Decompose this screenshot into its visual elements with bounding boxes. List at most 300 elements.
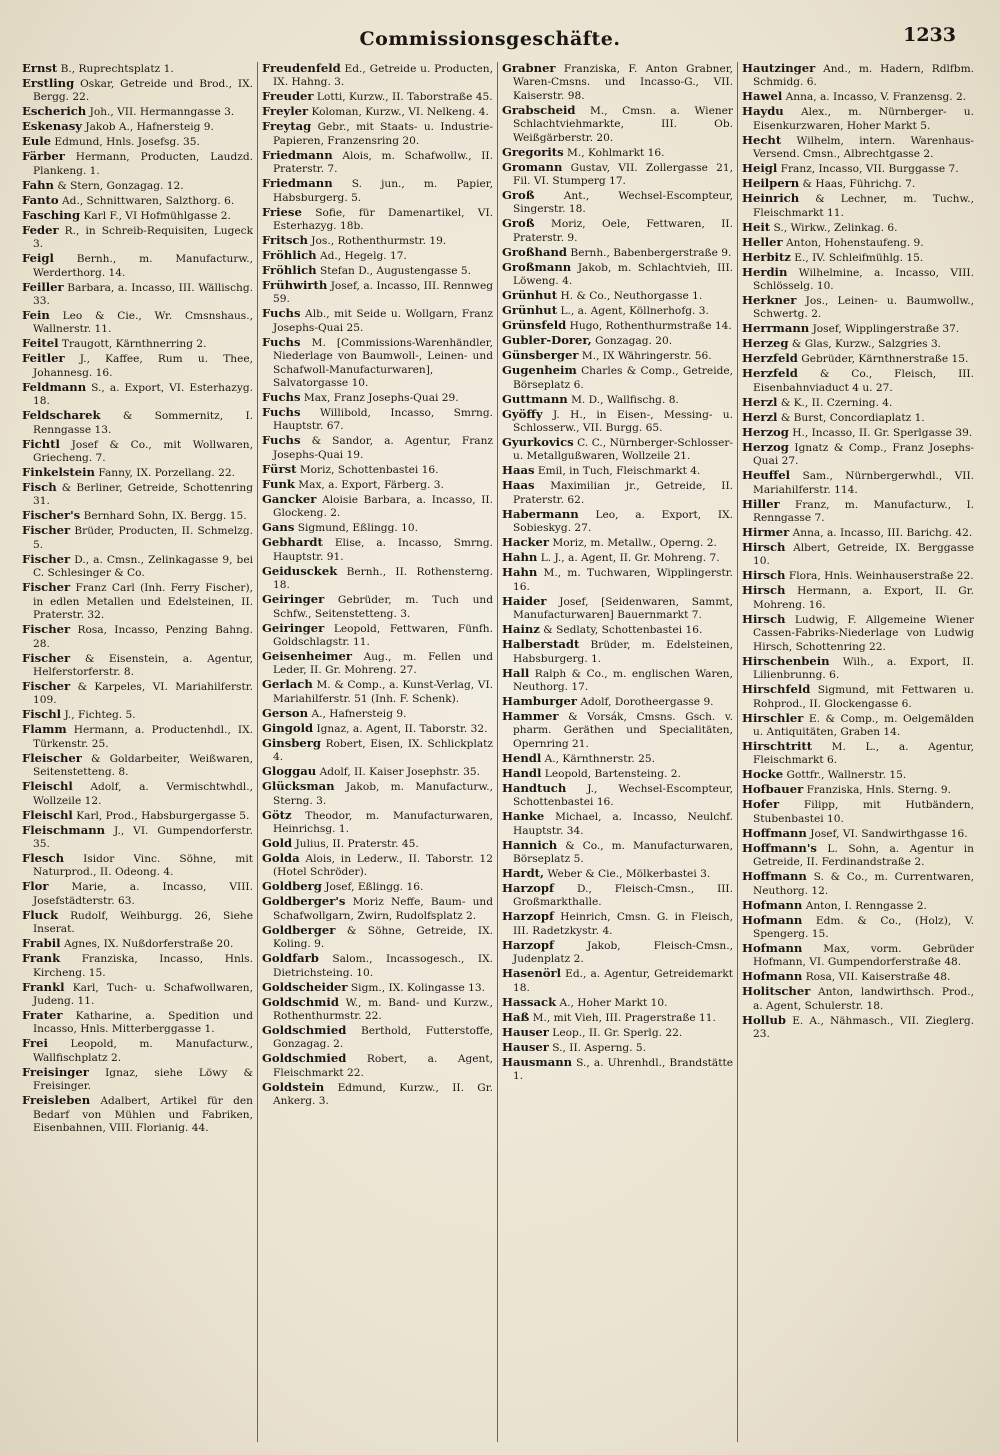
entry-name: Haß xyxy=(502,1009,530,1024)
entry-details: Gottfr., Wallnerstr. 15. xyxy=(786,769,907,782)
entry-name: Friese xyxy=(262,204,302,219)
entry-details: Max, a. Export, Färberg. 3. xyxy=(298,478,444,491)
directory-entry xyxy=(742,266,974,294)
entry-details: M., Cmsn. a. Wiener Schlachtviehmarkte, III. Ob. Weißgärberstr. 20. xyxy=(513,104,733,144)
entry-name: Fichtl xyxy=(22,436,60,451)
directory-entry xyxy=(22,381,253,409)
entry-name: Glücksman xyxy=(262,779,335,794)
directory-entry xyxy=(262,622,493,650)
entry-name: Herzl xyxy=(742,409,778,424)
directory-entry xyxy=(502,638,733,666)
entry-details: E. A., Nähmasch., VII. Zieglerg. 23. xyxy=(753,1014,974,1041)
entry-details: & Haas, Führichg. 7. xyxy=(802,178,916,191)
entry-details: L. Sohn, a. Agentur in Getreide, II. Ferdinandstraße 2. xyxy=(753,842,974,869)
entry-details: Adolf, a. Vermischtwhdl., Wollzeile 12. xyxy=(33,781,253,807)
directory-entry xyxy=(742,411,974,425)
entry-name: Hausmann xyxy=(502,1054,573,1069)
directory-entry xyxy=(22,1094,253,1135)
entry-name: Goldschmied xyxy=(262,1051,347,1066)
directory-entry xyxy=(22,135,253,149)
entry-details: Anton, Hohenstaufeng. 9. xyxy=(786,236,924,249)
entry-details: E. & Comp., m. Oelgemälden u. Antiquitäten, Graben 14. xyxy=(753,712,974,738)
entry-details: J., VI. Gumpendorferstr. 35. xyxy=(33,824,253,850)
entry-details: Robert, Eisen, IX. Schlickplatz 4. xyxy=(273,737,493,764)
directory-entry xyxy=(22,179,253,193)
entry-name: Fleischl xyxy=(22,779,73,794)
entry-details: & Sommernitz, I. Renngasse 13. xyxy=(33,410,253,436)
entry-details: M. D., Wallfischg. 8. xyxy=(571,393,679,406)
entry-details: & Sedlaty, Schottenbastei 16. xyxy=(543,624,703,637)
directory-entry xyxy=(262,809,493,837)
directory-entry xyxy=(502,867,733,881)
page-number: 1233 xyxy=(903,24,956,46)
entry-details: Salom., Incassogesch., IX. Dietrichsteing. 10. xyxy=(273,953,493,979)
entry-details: Alois, in Lederw., II. Taborstr. 12 (Hotel Schröder). xyxy=(273,852,493,879)
directory-entry xyxy=(22,481,253,509)
entry-name: Hardt, xyxy=(502,865,545,880)
entry-details: Ad., Schnittwaren, Salzthorg. 6. xyxy=(62,194,235,207)
directory-entry xyxy=(742,584,974,612)
entry-details: H., Incasso, II. Gr. Sperlgasse 39. xyxy=(792,426,973,439)
entry-details: A., Hafnersteig 9. xyxy=(311,707,407,720)
entry-name: Hollub xyxy=(742,1012,787,1027)
directory-entry xyxy=(742,613,974,654)
entry-name: Gubler-Dorer, xyxy=(502,333,592,348)
entry-details: Leop., II. Gr. Sperlg. 22. xyxy=(552,1026,683,1039)
entry-details: R., in Schreib-Requisiten, Lugeck 3. xyxy=(33,224,253,251)
directory-entry xyxy=(742,337,974,351)
entry-name: Hawel xyxy=(742,89,783,104)
entry-name: Fischer xyxy=(22,622,71,637)
directory-entry xyxy=(742,469,974,497)
entry-details: Karl, Prod., Habsburgergasse 5. xyxy=(76,809,250,822)
directory-entry xyxy=(22,623,253,651)
directory-entry xyxy=(502,508,733,536)
entry-name: Feldmann xyxy=(22,379,87,394)
entry-name: Großmann xyxy=(502,259,572,274)
directory-entry xyxy=(742,798,974,826)
directory-entry xyxy=(22,62,253,76)
entry-name: Ginsberg xyxy=(262,735,321,750)
entry-details: Anton, landwirthsch. Prod., a. Agent, Schulerstr. 18. xyxy=(753,986,974,1012)
entry-details: Bernh., Babenbergerstraße 9. xyxy=(570,246,732,259)
entry-details: Wilhelmine, a. Incasso, VIII. Schlösselg. 10. xyxy=(753,266,974,293)
entry-name: Fritsch xyxy=(262,233,308,248)
entry-details: Adolf, II. Kaiser Josephstr. 35. xyxy=(319,766,481,779)
entry-name: Heit xyxy=(742,219,771,234)
entry-details: Karl F., VI Hofmühlgasse 2. xyxy=(83,209,231,222)
directory-entry xyxy=(22,880,253,908)
directory-entry xyxy=(502,1056,733,1084)
entry-name: Groß xyxy=(502,216,535,231)
entry-details: Leopold, Bartensteing. 2. xyxy=(544,767,681,780)
entry-name: Harzopf xyxy=(502,937,554,952)
entry-details: Moriz Neffe, Baum- und Schafwollgarn, Zwirn, Rudolfsplatz 2. xyxy=(273,896,493,922)
entry-name: Fluck xyxy=(22,907,59,922)
entry-name: Golda xyxy=(262,850,300,865)
entry-details: Hermann, a. Productenhdl., IX. Türkenstr. 25. xyxy=(33,724,253,750)
entry-name: Handl xyxy=(502,765,542,780)
entry-name: Grabner xyxy=(502,62,556,75)
entry-details: L., a. Agent, Köllnerhofg. 3. xyxy=(560,305,709,318)
directory-entry xyxy=(742,768,974,782)
entry-name: Hirsch xyxy=(742,540,786,555)
entry-details: Albert, Getreide, IX. Berggasse 10. xyxy=(753,542,974,568)
directory-entry xyxy=(22,553,253,581)
entry-name: Grünsfeld xyxy=(502,318,567,333)
entry-name: Gregorits xyxy=(502,144,564,159)
entry-name: Goldscheider xyxy=(262,979,348,994)
entry-name: Fuchs xyxy=(262,334,301,349)
entry-details: J., Kaffee, Rum u. Thee, Johannesg. 16. xyxy=(33,353,254,379)
entry-name: Hahn xyxy=(502,550,538,565)
directory-entry xyxy=(262,722,493,736)
directory-entry xyxy=(262,105,493,119)
entry-name: Herdin xyxy=(742,264,788,279)
directory-column-3 xyxy=(498,62,738,1442)
entry-name: Goldberger's xyxy=(262,894,346,909)
directory-entry xyxy=(502,408,733,436)
directory-entry xyxy=(502,939,733,967)
directory-entry xyxy=(262,206,493,234)
entry-details: And., m. Hadern, Rdlfbm. Schmidg. 6. xyxy=(753,63,974,89)
entry-details: Moriz, Oele, Fettwaren, II. Praterstr. 9. xyxy=(513,218,733,244)
entry-details: Rosa, Incasso, Penzing Bahng. 28. xyxy=(33,624,253,650)
directory-entry xyxy=(262,478,493,492)
entry-details: & Berliner, Getreide, Schottenring 31. xyxy=(33,482,253,508)
entry-details: Gustav, VII. Zollergasse 21, Fil. VI. Stumperg 17. xyxy=(513,161,733,188)
entry-details: & Vorsák, Cmsns. Gsch. v. pharm. Geräthen und Specialitäten, Opernring 21. xyxy=(513,710,734,750)
entry-name: Eule xyxy=(22,134,52,149)
entry-details: D., Fleisch-Cmsn., III. Großmarkthalle. xyxy=(513,882,733,909)
entry-details: Franziska, Incasso, Hnls. Kircheng. 15. xyxy=(33,953,253,979)
directory-entry xyxy=(502,289,733,303)
directory-entry xyxy=(502,810,733,838)
page-header xyxy=(0,22,1000,62)
entry-name: Hautzinger xyxy=(742,62,816,75)
directory-entry xyxy=(22,466,253,480)
directory-entry xyxy=(742,162,974,176)
directory-entry xyxy=(22,150,253,178)
directory-entry xyxy=(742,221,974,235)
entry-details: Traugott, Kärnthnerring 2. xyxy=(61,338,207,351)
directory-entry xyxy=(22,252,253,280)
directory-entry xyxy=(22,352,253,380)
entry-name: Hamburger xyxy=(502,693,577,708)
entry-details: S. & Co., m. Currentwaren, Neuthorg. 12. xyxy=(753,871,974,897)
entry-details: Moriz, m. Metallw., Operng. 2. xyxy=(552,537,717,550)
directory-entry xyxy=(502,62,733,103)
directory-entry xyxy=(742,870,974,898)
entry-name: Flesch xyxy=(22,850,65,865)
directory-entry xyxy=(22,952,253,980)
entry-name: Hacker xyxy=(502,535,550,550)
directory-entry xyxy=(262,924,493,952)
directory-entry xyxy=(742,712,974,740)
directory-entry xyxy=(502,767,733,781)
directory-entry xyxy=(742,842,974,870)
directory-entry xyxy=(502,967,733,995)
entry-name: Götz xyxy=(262,807,292,822)
directory-entry xyxy=(262,650,493,678)
directory-entry xyxy=(742,942,974,970)
directory-entry xyxy=(22,1066,253,1094)
entry-name: Fischer xyxy=(22,650,71,665)
entry-details: Berthold, Futterstoffe, Gonzagag. 2. xyxy=(273,1024,493,1051)
entry-details: Gebrüder, m. Tuch und Schfw., Seitenstetteng. 3. xyxy=(273,594,494,620)
directory-entry xyxy=(742,426,974,440)
entry-details: Franz, Incasso, VII. Burggasse 7. xyxy=(780,163,959,176)
entry-name: Fanto xyxy=(22,192,59,207)
entry-name: Haydu xyxy=(742,104,784,119)
directory-entry xyxy=(742,352,974,366)
entry-details: Heinrich, Cmsn. G. in Fleisch, III. Radetzkystr. 4. xyxy=(513,911,733,937)
entry-details: M. [Commissions-Warenhändler, Niederlage von Baumwoll-, Leinen- und Schafwoll-Manufacturwaren], Salvatorgasse 10. xyxy=(273,336,494,390)
directory-entry xyxy=(22,752,253,780)
directory-entry xyxy=(502,436,733,464)
entry-details: C. C., Nürnberger-Schlosser- u. Metallgußwaren, Wollzeile 21. xyxy=(513,437,733,463)
entry-name: Gyöffy xyxy=(502,406,543,421)
entry-details: M. L., a. Agentur, Fleischmarkt 6. xyxy=(753,740,974,767)
directory-entry xyxy=(502,566,733,594)
directory-entry xyxy=(262,234,493,248)
directory-entry xyxy=(262,493,493,521)
directory-entry xyxy=(502,104,733,145)
entry-details: Aug., m. Fellen und Leder, II. Gr. Mohreng. 27. xyxy=(273,650,494,677)
entry-name: Hanke xyxy=(502,809,545,824)
directory-entry xyxy=(22,937,253,951)
entry-details: H. & Co., Neuthorgasse 1. xyxy=(560,290,703,303)
entry-name: Hirsch xyxy=(742,611,786,626)
entry-name: Fischer xyxy=(22,580,71,595)
entry-name: Feitel xyxy=(22,336,59,351)
directory-entry xyxy=(742,569,974,583)
entry-details: & Lechner, m. Tuchw., Fleischmarkt 11. xyxy=(753,193,974,219)
directory-entry xyxy=(262,391,493,405)
directory-entry xyxy=(742,655,974,683)
directory-entry xyxy=(22,1009,253,1037)
entry-details: W., m. Band- und Kurzw., Rothenthurmstr. 22. xyxy=(273,996,494,1022)
entry-name: Fröhlich xyxy=(262,263,317,278)
entry-name: Feder xyxy=(22,222,59,237)
entry-name: Handtuch xyxy=(502,780,567,795)
entry-details: Sofie, für Damenartikel, VI. Esterhazyg. 18b. xyxy=(273,206,493,233)
entry-details: Sigmund, mit Fettwaren u. Rohprod., II. Glockengasse 6. xyxy=(753,684,974,710)
directory-entry xyxy=(262,996,493,1024)
entry-name: Goldberger xyxy=(262,922,336,937)
entry-name: Fleischer xyxy=(22,750,82,765)
directory-entry xyxy=(262,952,493,980)
entry-name: Gromann xyxy=(502,159,563,174)
directory-entry xyxy=(502,667,733,695)
entry-details: Emil, in Tuch, Fleischmarkt 4. xyxy=(537,465,701,478)
entry-name: Herzfeld xyxy=(742,366,798,381)
entry-details: Josef, a. Incasso, III. Rennweg 59. xyxy=(273,280,494,306)
entry-details: Koloman, Kurzw., VI. Nelkeng. 4. xyxy=(311,106,489,119)
directory-entry xyxy=(502,146,733,160)
directory-entry xyxy=(742,683,974,711)
entry-name: Hoffmann's xyxy=(742,840,817,855)
entry-name: Fröhlich xyxy=(262,248,317,263)
entry-details: Ad., Hegelg. 17. xyxy=(319,250,407,263)
entry-details: Jos., Rothenthurmstr. 19. xyxy=(311,235,447,248)
directory-entry xyxy=(262,521,493,535)
entry-details: Alb., mit Seide u. Wollgarn, Franz Josephs-Quai 25. xyxy=(273,308,493,334)
directory-entry xyxy=(502,752,733,766)
directory-entry xyxy=(502,261,733,289)
directory-entry xyxy=(262,149,493,177)
directory-entry xyxy=(742,914,974,942)
entry-name: Frankl xyxy=(22,979,65,994)
directory-entry xyxy=(22,77,253,105)
directory-entry xyxy=(262,1052,493,1080)
entry-name: Herbitz xyxy=(742,249,791,264)
entry-details: Ignaz, siehe Löwy & Freisinger. xyxy=(33,1066,253,1093)
entry-name: Hauser xyxy=(502,1024,549,1039)
directory-entry xyxy=(742,177,974,191)
entry-name: Hirschler xyxy=(742,710,804,725)
directory-entry xyxy=(502,189,733,217)
directory-entry xyxy=(742,396,974,410)
directory-entry xyxy=(502,910,733,938)
entry-details: Ignatz & Comp., Franz Josephs-Quai 27. xyxy=(753,441,974,468)
entry-details: Jos., Leinen- u. Baumwollw., Schwertg. 2. xyxy=(753,295,975,321)
entry-name: Hofbauer xyxy=(742,782,804,797)
directory-entry xyxy=(742,899,974,913)
entry-name: Herzfeld xyxy=(742,351,798,366)
entry-details: B., Ruprechtsplatz 1. xyxy=(60,63,174,75)
directory-entry xyxy=(22,224,253,252)
entry-details: Jakob, Fleisch-Cmsn., Judenplatz 2. xyxy=(513,939,733,966)
entry-details: Alois, m. Schafwollw., II. Praterstr. 7. xyxy=(273,149,493,176)
entry-name: Hofmann xyxy=(742,940,803,955)
directory-entry xyxy=(262,895,493,923)
entry-name: Gyurkovics xyxy=(502,435,574,450)
directory-entry xyxy=(502,695,733,709)
entry-name: Heigl xyxy=(742,161,778,176)
directory-entry xyxy=(262,981,493,995)
entry-name: Fisch xyxy=(22,480,57,495)
entry-details: Wilhelm, intern. Warenhaus-Versend. Cmsn., Albrechtgasse 2. xyxy=(753,134,974,161)
entry-details: Hugo, Rothenthurmstraße 14. xyxy=(569,320,732,333)
entry-details: Ed., a. Agentur, Getreidemarkt 18. xyxy=(513,968,733,994)
entry-details: Karl, Tuch- u. Schafwollwaren, Judeng. 11. xyxy=(33,981,254,1007)
entry-name: Feitler xyxy=(22,351,65,366)
directory-entry xyxy=(502,882,733,910)
entry-details: Jakob, m. Manufacturw., Sterng. 3. xyxy=(273,781,493,807)
entry-name: Hendl xyxy=(502,750,542,765)
entry-details: & Sandor, a. Agentur, Franz Josephs-Quai 19. xyxy=(273,435,493,461)
entry-name: Guttmann xyxy=(502,391,568,406)
entry-name: Feigl xyxy=(22,251,54,266)
entry-name: Erstling xyxy=(22,76,75,90)
entry-name: Flamm xyxy=(22,722,67,737)
directory-entry xyxy=(502,623,733,637)
entry-name: Geidusckek xyxy=(262,563,338,578)
directory-entry xyxy=(502,334,733,348)
entry-details: S., Wirkw., Zelinkag. 6. xyxy=(773,221,898,234)
entry-name: Halberstadt xyxy=(502,637,580,652)
directory-entry xyxy=(742,294,974,322)
entry-name: Gold xyxy=(262,835,293,850)
directory-entry xyxy=(502,393,733,407)
entry-details: Franziska, Hnls. Sterng. 9. xyxy=(806,784,951,797)
entry-details: Isidor Vinc. Söhne, mit Naturprod., II. Odeong. 4. xyxy=(33,852,254,879)
entry-details: & Karpeles, VI. Mariahilferstr. 109. xyxy=(33,680,253,707)
entry-name: Freisinger xyxy=(22,1064,89,1079)
entry-name: Hofmann xyxy=(742,897,803,912)
entry-name: Fischl xyxy=(22,707,62,722)
entry-name: Harzopf xyxy=(502,880,554,895)
entry-name: Fischer xyxy=(22,678,71,693)
entry-name: Freisleben xyxy=(22,1093,91,1108)
entry-details: Aloisie Barbara, a. Incasso, II. Glockeng. 2. xyxy=(273,493,493,520)
entry-name: Haas xyxy=(502,463,535,478)
directory-entry xyxy=(502,1011,733,1025)
entry-details: Moriz, Schottenbastei 16. xyxy=(299,463,439,476)
directory-entry xyxy=(742,970,974,984)
directory-entry xyxy=(502,996,733,1010)
entry-details: Maximilian jr., Getreide, II. Praterstr. 62. xyxy=(513,480,734,506)
entry-name: Goldberg xyxy=(262,879,322,894)
entry-name: Freytag xyxy=(262,119,312,134)
entry-details: S., a. Export, VI. Esterhazyg. 18. xyxy=(33,381,253,408)
entry-details: Franz Carl (Inh. Ferry Fischer), in edlen Metallen und Edelsteinen, II. Praterstr. 32. xyxy=(33,582,253,622)
entry-details: Leo, a. Export, IX. Sobieskyg. 27. xyxy=(513,508,733,535)
directory-entry xyxy=(262,177,493,205)
entry-name: Groß xyxy=(502,188,535,203)
entry-details: & Goldarbeiter, Weißwaren, Seitenstetteng. 8. xyxy=(33,752,253,779)
entry-details: Franziska, F. Anton Grabner, Waren-Cmsns. und Incasso-G., VII. Kaiserstr. 98. xyxy=(513,63,733,102)
directory-entry xyxy=(502,782,733,810)
directory-entry xyxy=(22,309,253,337)
entry-name: Hecht xyxy=(742,132,782,147)
entry-details: Brüder, m. Edelsteinen, Habsburgerg. 1. xyxy=(513,639,733,665)
directory-entry xyxy=(262,852,493,880)
entry-name: Hofmann xyxy=(742,912,803,927)
entry-details: & Söhne, Getreide, IX. Koling. 9. xyxy=(273,924,493,951)
entry-name: Hofmann xyxy=(742,969,803,984)
directory-entry xyxy=(22,652,253,680)
directory-entry xyxy=(262,249,493,263)
entry-name: Fasching xyxy=(22,207,81,222)
directory-entry xyxy=(262,1081,493,1109)
entry-name: Funk xyxy=(262,476,295,491)
entry-name: Gerson xyxy=(262,705,309,720)
entry-details: Elise, a. Incasso, Smrng. Hauptstr. 91. xyxy=(273,537,493,563)
entry-name: Frater xyxy=(22,1007,63,1022)
directory-entry xyxy=(22,909,253,937)
directory-entry xyxy=(742,783,974,797)
directory-entry xyxy=(502,217,733,245)
entry-name: Hirsch xyxy=(742,583,786,598)
entry-name: Grünhut xyxy=(502,288,558,303)
entry-name: Hirschfeld xyxy=(742,682,811,697)
entry-name: Feiller xyxy=(22,279,64,294)
entry-name: Frabil xyxy=(22,936,61,951)
directory-entry xyxy=(502,1026,733,1040)
directory-entry xyxy=(22,780,253,808)
entry-details: Edm. & Co., (Holz), V. Spengerg. 15. xyxy=(753,914,975,940)
directory-entry xyxy=(742,62,974,90)
entry-name: Hannich xyxy=(502,837,558,852)
entry-name: Eskenasy xyxy=(22,119,82,134)
entry-name: Fein xyxy=(22,308,50,323)
entry-details: M. & Comp., a. Kunst-Verlag, VI. Mariahilferstr. 51 (Inh. F. Schenk). xyxy=(273,679,493,705)
entry-name: Herzog xyxy=(742,439,789,454)
entry-name: Heller xyxy=(742,234,783,249)
entry-details: Barbara, a. Incasso, III. Wällischg. 33. xyxy=(33,281,253,308)
